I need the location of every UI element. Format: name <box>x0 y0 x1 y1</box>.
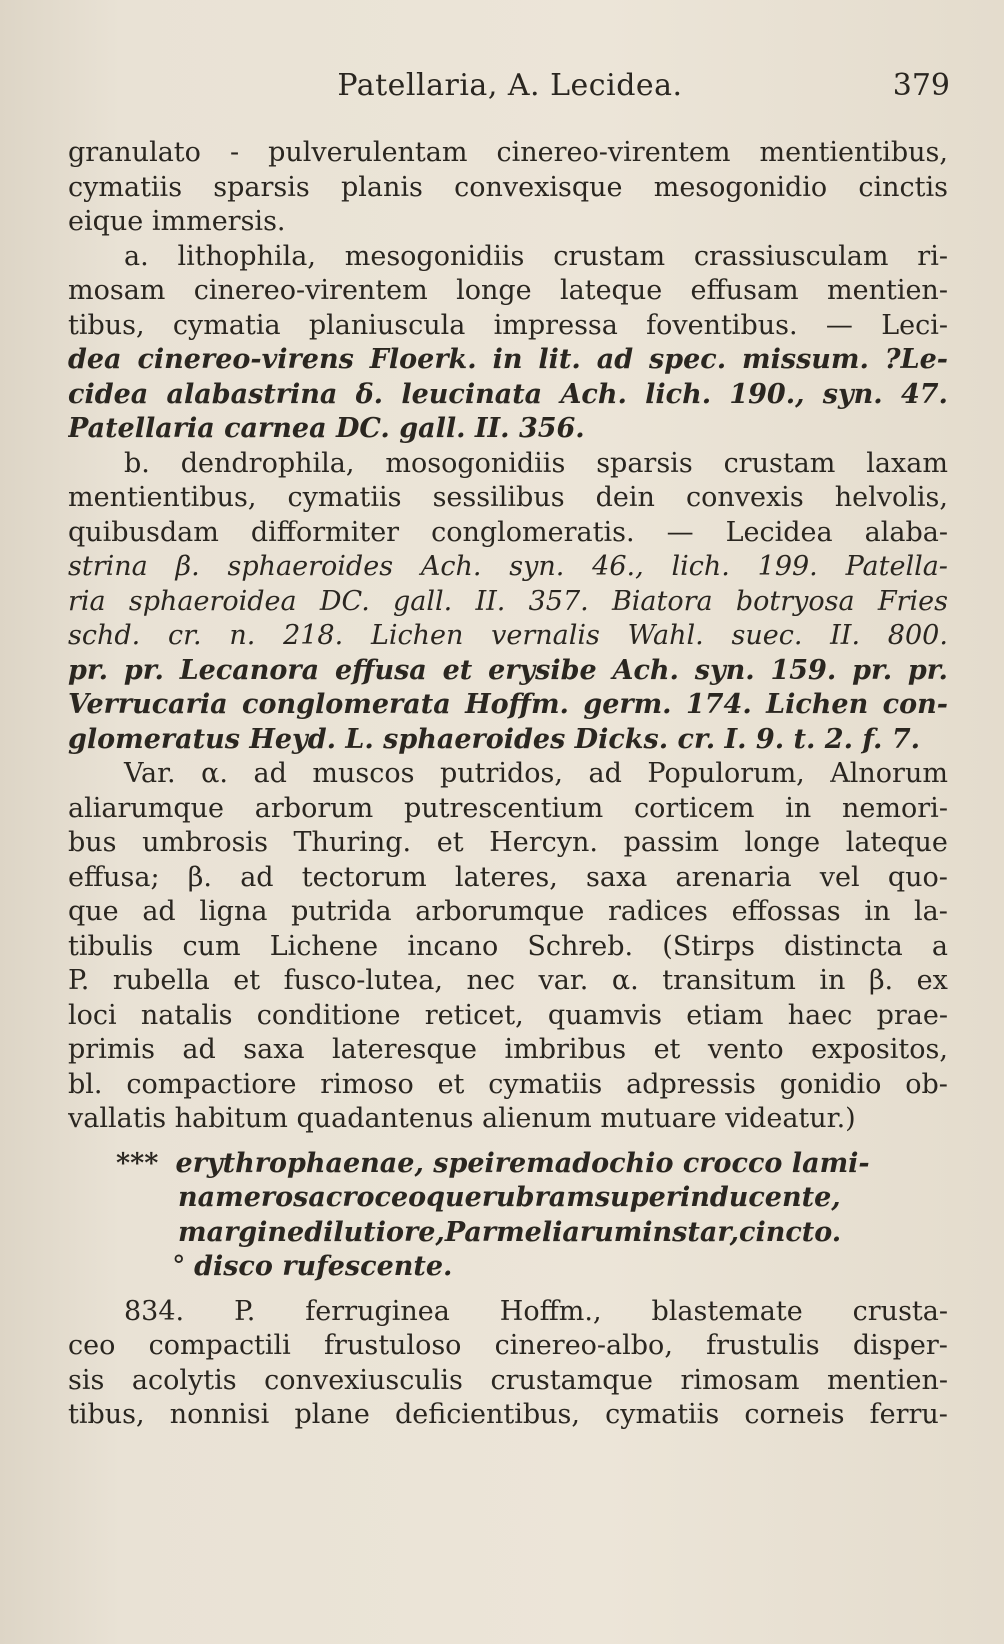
text-line: vallatis habitum quadantenus alienum mutuare videatur.) <box>68 1103 856 1134</box>
body-text <box>68 136 948 1433</box>
entry-line: 834. P. ferruginea Hoffm., blastemate crusta- <box>124 1295 948 1327</box>
text-line: Patellaria carnea DC. gall. II. 356. <box>68 413 585 444</box>
section-line: margine dilutiore, Parmeliarum instar, cincto. <box>178 1216 842 1248</box>
text-line: b. dendrophila, mosogonidiis sparsis crustam laxam <box>124 447 948 479</box>
section-line: nam e rosa croceoque rubram superinducente, <box>178 1182 841 1213</box>
text-line: que ad ligna putrida arborumque radices effossas in la- <box>68 896 948 927</box>
text-line: granulato - pulverulentam cinereo-virentem mentientibus, <box>68 137 948 168</box>
text-line: tibus, cymatia planiuscula impressa foventibus. — Leci- <box>68 309 948 341</box>
paragraph-intro <box>68 136 948 240</box>
text-line: ria sphaeroidea DC. gall. II. 357. Biatora botryosa Fries <box>68 585 948 617</box>
paragraph-dendrophila <box>68 447 948 758</box>
section-erythrophaenae <box>68 1147 948 1285</box>
entry-line: sis acolytis convexiusculis crustamque rimosam mentien- <box>68 1364 948 1396</box>
text-line: a. lithophila, mesogonidiis crustam crassiusculam ri- <box>124 240 948 272</box>
text-line: mentientibus, cymatiis sessilibus dein convexis helvolis, <box>68 482 948 513</box>
text-line: glomeratus Heyd. L. sphaeroides Dicks. cr. I. 9. t. 2. f. 7. <box>68 723 921 755</box>
text-line: cymatiis sparsis planis convexisque mesogonidio cinctis <box>68 171 948 203</box>
text-line: P. rubella et fusco-lutea, nec var. α. transitum in β. ex <box>68 965 948 996</box>
entry-834 <box>68 1295 948 1433</box>
paragraph-habitat <box>68 757 948 1137</box>
text-line: bus umbrosis Thuring. et Hercyn. passim longe lateque <box>68 827 948 858</box>
text-line: quibusdam difformiter conglomeratis. — Lecidea alaba- <box>68 516 948 548</box>
sub-heading-line <box>116 1250 948 1285</box>
text-line: Var. α. ad muscos putridos, ad Populorum, Alnorum <box>124 758 948 789</box>
text-line: aliarumque arborum putrescentium corticem in nemori- <box>68 792 948 824</box>
text-line: schd. cr. n. 218. Lichen vernalis Wahl. suec. II. 800. <box>68 620 948 651</box>
text-line: effusa; β. ad tectorum lateres, saxa arenaria vel quo- <box>68 861 948 893</box>
paragraph-lithophila <box>68 240 948 447</box>
text-line: pr. pr. Lecanora effusa et erysibe Ach. syn. 159. pr. pr. <box>68 654 948 686</box>
text-line: mosam cinereo-virentem longe lateque effusam mentien- <box>68 275 948 306</box>
running-title: Patellaria, A. Lecidea. <box>337 68 683 103</box>
text-line: Verrucaria conglomerata Hoffm. germ. 174. Lichen con- <box>68 689 948 720</box>
entry-line: tibus, nonnisi plane deficientibus, cymatiis corneis ferru- <box>68 1399 948 1430</box>
text-line: dea cinereo-virens Floerk. in lit. ad spec. missum. ?Le- <box>68 344 948 375</box>
page-header <box>70 68 950 112</box>
text-line: cidea alabastrina δ. leucinata Ach. lich. 190., syn. 47. <box>68 378 948 410</box>
text-line: bl. compactiore rimoso et cymatiis adpressis gonidio ob- <box>68 1068 948 1100</box>
text-line: loci natalis conditione reticet, quamvis etiam haec prae- <box>68 999 948 1031</box>
text-line: primis ad saxa lateresque imbribus et vento expositos, <box>68 1034 948 1065</box>
text-line: eique immersis. <box>68 206 286 237</box>
entry-line: ceo compactili frustuloso cinereo-albo, frustulis disper- <box>68 1330 948 1361</box>
section-marker: *** <box>116 1147 159 1179</box>
section-first-line <box>116 1147 948 1182</box>
text-line: tibulis cum Lichene incano Schreb. (Stirps distincta a <box>68 930 948 962</box>
sub-marker: ° <box>172 1251 186 1282</box>
section-line: erythrophaenae, speiremadochio crocco lami- <box>175 1147 870 1179</box>
text-line: strina β. sphaeroides Ach. syn. 46., lich. 199. Patella- <box>68 551 948 582</box>
sub-heading: disco rufescente. <box>194 1251 453 1282</box>
page-number: 379 <box>892 68 950 103</box>
